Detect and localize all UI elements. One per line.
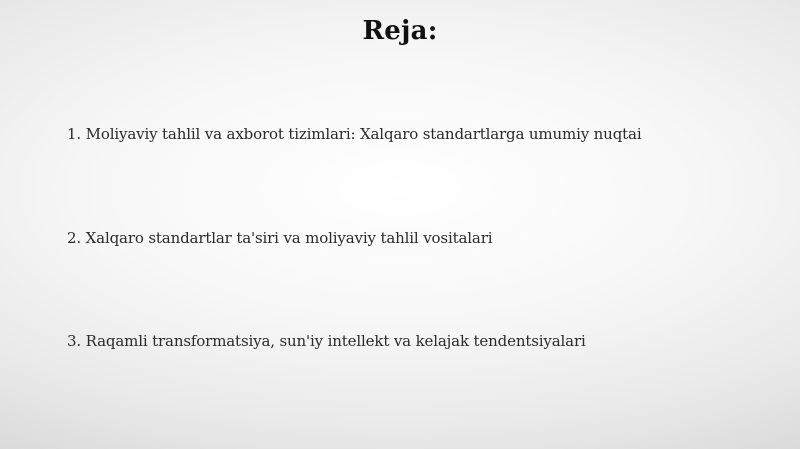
plan-item-1: 1. Moliyaviy tahlil va axborot tizimlari: Xalqaro standartlarga umumiy nuqtai	[67, 125, 642, 143]
plan-item-2: 2. Xalqaro standartlar ta'siri va moliyaviy tahlil vositalari	[67, 229, 493, 247]
plan-item-3: 3. Raqamli transformatsiya, sun'iy intellekt va kelajak tendentsiyalari	[67, 332, 586, 350]
slide-title: Reja:	[362, 16, 438, 46]
